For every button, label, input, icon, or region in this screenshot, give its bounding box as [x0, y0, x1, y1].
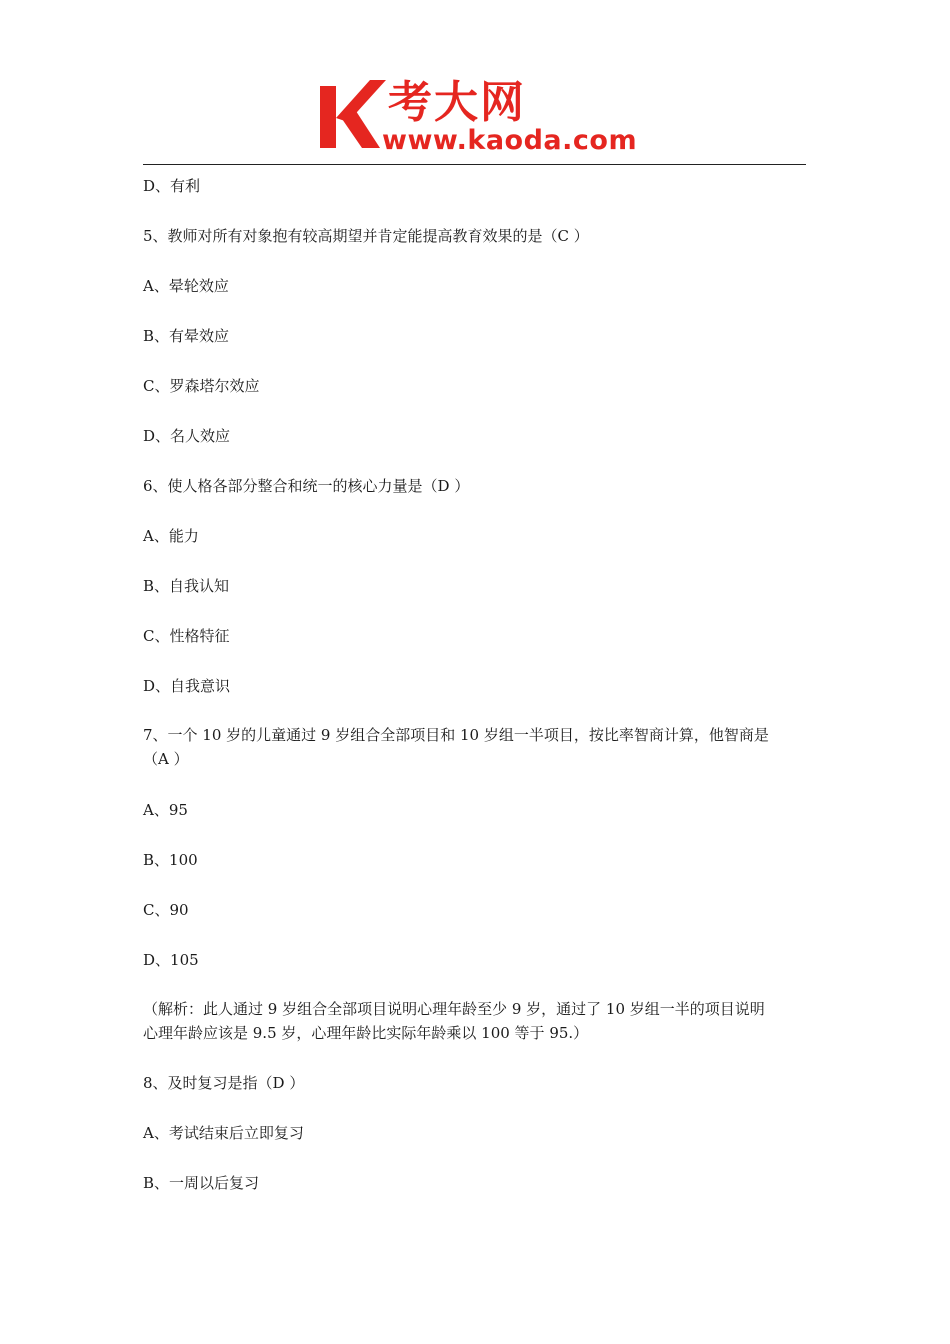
option-a-q8: A、考试结束后立即复习 — [143, 1124, 304, 1142]
question-8: 8、及时复习是指（D ） — [143, 1074, 305, 1092]
option-b-q6: B、自我认知 — [143, 577, 230, 595]
explanation-q7-line-2: 心理年龄应该是 9.5 岁，心理年龄比实际年龄乘以 100 等于 95.） — [143, 1024, 589, 1042]
option-d-q5: D、名人效应 — [143, 427, 231, 445]
logo-k-mark-icon — [318, 78, 388, 150]
option-c-q5: C、罗森塔尔效应 — [143, 377, 260, 395]
option-a-q6: A、能力 — [143, 527, 199, 545]
kaoda-logo[interactable] — [318, 78, 648, 160]
option-a-q5: A、晕轮效应 — [143, 277, 229, 295]
option-d-q6: D、自我意识 — [143, 677, 231, 695]
option-c-q7: C、90 — [143, 901, 189, 919]
logo-title: 考大网 — [388, 77, 526, 128]
explanation-q7-line-1: （解析：此人通过 9 岁组合全部项目说明心理年龄至少 9 岁，通过了 10 岁组一半的项目说明 — [143, 1000, 765, 1018]
question-7-line-2: （A ） — [143, 750, 189, 768]
option-d-q7: D、105 — [143, 951, 199, 969]
option-b-q7: B、100 — [143, 851, 198, 869]
question-5: 5、教师对所有对象抱有较高期望并肯定能提高教育效果的是（C ） — [143, 227, 589, 245]
question-6: 6、使人格各部分整合和统一的核心力量是（D ） — [143, 477, 470, 495]
header-divider — [143, 164, 806, 165]
option-b-q8: B、一周以后复习 — [143, 1174, 260, 1192]
logo-url: www.kaoda.com — [382, 125, 638, 156]
option-d-q4: D、有利 — [143, 177, 201, 195]
page-header — [0, 0, 950, 170]
option-a-q7: A、95 — [143, 801, 188, 819]
question-7-line-1: 7、一个 10 岁的儿童通过 9 岁组合全部项目和 10 岁组一半项目，按比率智商计算，他智商是 — [143, 726, 769, 744]
option-c-q6: C、性格特征 — [143, 627, 230, 645]
option-b-q5: B、有晕效应 — [143, 327, 230, 345]
